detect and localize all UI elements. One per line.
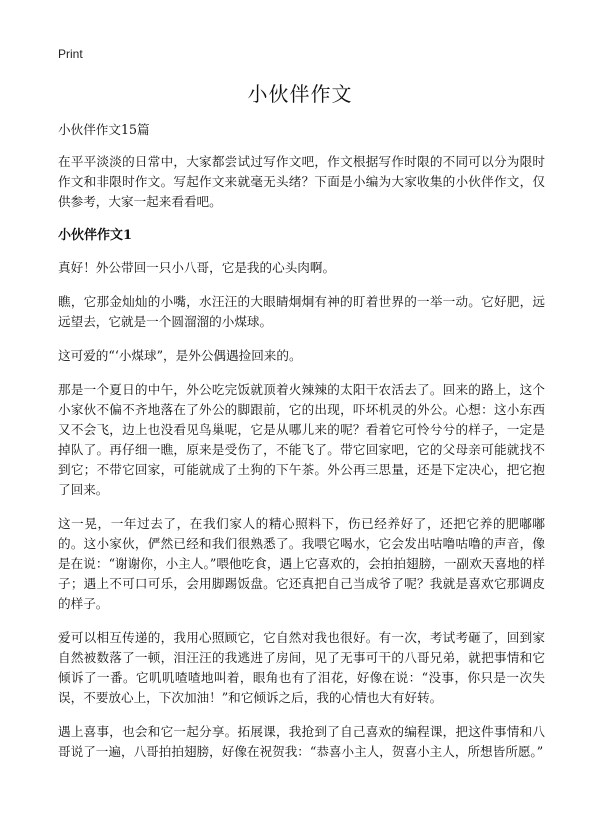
intro-paragraph: 在平平淡淡的日常中，大家都尝试过写作文吧，作文根据写作时限的不同可以分为限时作文和非限时作文。写起作文来就毫无头绪？下面是小编为大家收集的小伙伴作文，仅供参考，大家一起来看看吧。 — [58, 154, 545, 209]
paragraph: 真好！外公带回一只小八哥，它是我的心头肉啊。 — [58, 260, 336, 275]
print-link[interactable]: Print — [58, 47, 83, 61]
paragraph: 这可爱的“‘小煤球”，是外公偶遇捡回来的。 — [58, 348, 302, 363]
paragraph: 那是一个夏日的中午，外公吃完饭就顶着火辣辣的太阳干农活去了。回来的路上，这个小家伙不偏不齐地落在了外公的脚跟前，它的出现，吓坏机灵的外公。心想：这小东西又不会飞，边上也没看见鸟巢呢，它是从哪儿来的呢？看着它可怜兮兮的样子，一定是掉队了。再仔细一瞧，原来是受伤了，不能飞了。带它回家吧，它的父母亲可能就找不到它；不带它回家，可能就成了土狗的下午茶。外公再三思量，还是下定决心，把它抱了回来。 — [58, 382, 545, 497]
page-title: 小伙伴作文 — [247, 82, 353, 106]
paragraph: 爱可以相互传递的，我用心照顾它，它自然对我也很好。有一次，考试考砸了，回到家自然被数落了一顿，泪汪汪的我逃进了房间，见了无事可干的八哥兄弟，就把事情和它倾诉了一番。它叽叽喳喳地叫着，眼角也有了泪花，好像在说：“没事，你只是一次失误，不要放心上，下次加油！”和它倾诉之后，我的心情也大有好转。 — [58, 630, 545, 705]
paragraph: 瞧，它那金灿灿的小嘴，水汪汪的大眼睛炯炯有神的盯着世界的一举一动。它好肥，远远望去，它就是一个圆溜溜的小煤球。 — [58, 294, 545, 329]
paragraph: 遇上喜事，也会和它一起分享。拓展课，我抢到了自己喜欢的编程课，把这件事情和八哥说了一遍，八哥拍拍翅膀，好像在祝贺我：“恭喜小主人，贺喜小主人，所想皆所愿。” — [58, 724, 545, 759]
section-heading: 小伙伴作文1 — [58, 228, 133, 243]
paragraph: 这一晃，一年过去了，在我们家人的精心照料下，伤已经养好了，还把它养的肥嘟嘟的。这小家伙，俨然已经和我们很熟悉了。我喂它喝水，它会发出咕噜咕噜的声音，像是在说：“谢谢你，小主人。”喂他吃食，遇上它喜欢的，会拍拍翅膀，一副欢天喜地的样子；遇上不可口可乐，会用脚踢饭盘。它还真把自己当成爷了呢？我就是喜欢它那调皮的样子。 — [58, 516, 545, 611]
document-subtitle: 小伙伴作文15篇 — [58, 122, 150, 137]
article-body — [58, 120, 545, 776]
